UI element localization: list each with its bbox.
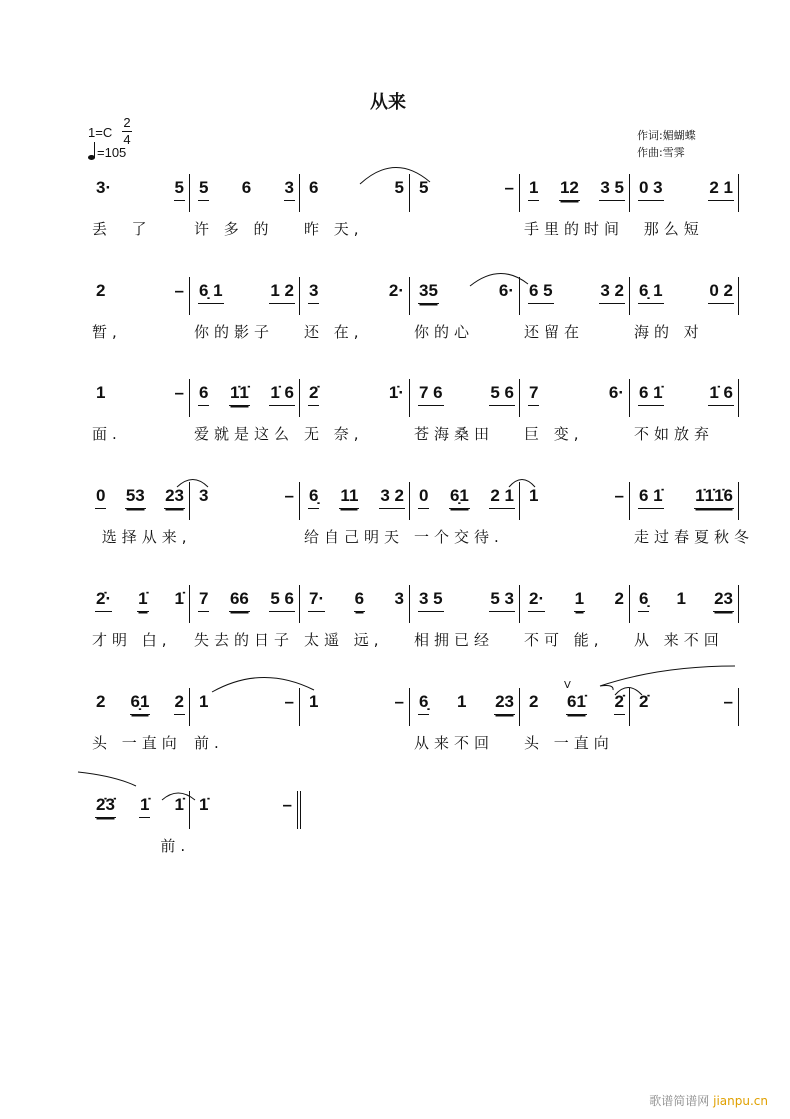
watermark-site: 歌谱简谱网	[649, 1094, 710, 1108]
note: 3	[284, 178, 295, 201]
note: 2	[614, 589, 624, 608]
note: 1	[96, 383, 106, 402]
note: 2·	[528, 589, 545, 612]
note: 0	[95, 486, 106, 509]
note: 6	[309, 178, 319, 197]
slur	[470, 273, 528, 286]
note: 6̣ 1	[198, 281, 224, 304]
slur	[212, 677, 314, 692]
note: 1	[309, 692, 319, 711]
note: –	[174, 281, 184, 300]
note: 3	[394, 589, 404, 608]
note: 1	[529, 486, 539, 505]
lyric: 丢 了	[92, 220, 152, 238]
time-signature-top: 2	[123, 115, 131, 130]
lyric: 许 多 的	[194, 220, 274, 238]
note: 2̇	[614, 692, 625, 715]
note: 6̣1	[130, 692, 151, 715]
note: 3·	[96, 178, 112, 197]
note: 3 5	[599, 178, 625, 201]
note: 6̣	[418, 692, 429, 715]
lyric: 相拥已经	[414, 631, 495, 649]
note: 5 3	[489, 589, 515, 612]
note: 3 5	[418, 589, 444, 612]
note: 6̣1	[449, 486, 470, 509]
slur	[509, 480, 535, 488]
lyric: 给自己明天	[304, 528, 405, 546]
note: 1̇1̇1̇6	[694, 486, 734, 509]
lyric: 爱就是这么	[194, 425, 295, 443]
slur	[78, 772, 136, 786]
lyric: 你的影子	[194, 323, 275, 341]
lyric: 才明 白,	[92, 631, 172, 649]
lyric: 暂,	[92, 323, 122, 341]
composer-credit: 作曲:雪霁	[637, 146, 685, 159]
note: 6 1̇	[638, 383, 664, 406]
note: 23	[713, 589, 734, 612]
note: 7	[198, 589, 209, 612]
watermark	[649, 1092, 768, 1109]
note: 61̇	[566, 692, 587, 715]
note: 3 2	[599, 281, 625, 304]
slur	[162, 793, 195, 800]
note: 2̇·	[95, 589, 112, 612]
note: 2	[529, 692, 539, 711]
lyric: 面.	[92, 425, 122, 443]
note: 1	[199, 692, 209, 711]
note: 2 1	[708, 178, 734, 201]
note: 6	[198, 383, 209, 406]
note: 3	[308, 281, 319, 304]
note: 0 3	[638, 178, 664, 201]
slur	[177, 480, 208, 488]
note: 1̇	[137, 589, 148, 612]
note: 1̇·	[388, 383, 404, 402]
note: –	[284, 486, 294, 505]
note: 7	[528, 383, 539, 406]
note: 23	[164, 486, 185, 509]
breath-mark: V	[564, 680, 571, 691]
note: 0 2	[708, 281, 734, 304]
lyric: 你的心	[414, 323, 475, 341]
lyric: 手里的时间	[524, 220, 625, 238]
note: –	[394, 692, 404, 711]
lyric: 一个交待.	[414, 528, 504, 546]
time-signature-bottom: 4	[123, 132, 131, 147]
key-signature: 1=C	[88, 125, 113, 140]
note: 2̇	[308, 383, 319, 406]
slur	[360, 167, 430, 184]
lyric: 巨 变,	[524, 425, 584, 443]
note: 2	[96, 281, 106, 300]
lyric: 苍海桑田	[414, 425, 495, 443]
note: 2·	[388, 281, 404, 300]
note: 5 6	[489, 383, 515, 406]
note: 6·	[608, 383, 624, 402]
lyric: 从来不回	[414, 734, 495, 752]
note: 1	[528, 178, 539, 201]
note: 53	[125, 486, 146, 509]
lyric: 不如放弃	[634, 425, 715, 443]
lyric: 无 奈,	[304, 425, 364, 443]
note: –	[282, 795, 292, 814]
note: –	[723, 692, 733, 711]
lyric: 那么短	[634, 220, 704, 238]
lyric: 还留在	[524, 323, 585, 341]
lyric: 从 来不回	[634, 631, 724, 649]
slur	[615, 688, 642, 696]
note: 6̣	[638, 589, 649, 612]
note: 7·	[308, 589, 325, 612]
song-title: 从来	[370, 92, 406, 113]
note: 1̇ 6	[269, 383, 295, 406]
note: 5	[394, 178, 404, 197]
lyric: 海的 对	[634, 323, 704, 341]
note: 2̇3̇	[95, 795, 116, 818]
lyric: 选择从来,	[92, 528, 192, 546]
note: 6·	[498, 281, 514, 300]
note: 12	[559, 178, 580, 201]
lyric: 失去的日子	[194, 631, 295, 649]
note: 5	[419, 178, 429, 197]
note: 1̇	[174, 795, 184, 814]
note: 5	[174, 178, 185, 201]
note: 1̇ 6	[708, 383, 734, 406]
tempo-value: =105	[97, 145, 127, 160]
note: 6̣ 1	[638, 281, 664, 304]
note: 2	[96, 692, 106, 711]
note: –	[614, 486, 624, 505]
note: 1̇	[139, 795, 150, 818]
note: 5 6	[269, 589, 295, 612]
lyric: 太遥 远,	[304, 631, 384, 649]
note: 1	[574, 589, 585, 612]
lyric: 前.	[92, 837, 191, 855]
slur	[600, 666, 735, 690]
note: 6 5	[528, 281, 554, 304]
note: 2 1	[489, 486, 515, 509]
note: –	[284, 692, 294, 711]
note: 6	[241, 178, 252, 197]
note: 35	[418, 281, 439, 304]
note: –	[504, 178, 514, 197]
watermark-domain: jianpu.cn	[713, 1094, 768, 1108]
note: 66	[229, 589, 250, 612]
note: 6 1̇	[638, 486, 664, 509]
note: 5	[198, 178, 209, 201]
note: –	[174, 383, 184, 402]
lyric: 还 在,	[304, 323, 364, 341]
note: 6	[354, 589, 365, 612]
lyricist-credit: 作词:媚蝴蝶	[637, 129, 696, 142]
lyric: 前.	[194, 734, 224, 752]
lyric: 头 一直向	[92, 734, 182, 752]
lyric: 昨 天,	[304, 220, 364, 238]
note: 1 2	[269, 281, 295, 304]
note: 6̣	[308, 486, 319, 509]
note: 2̇	[639, 692, 649, 711]
note: 7 6	[418, 383, 444, 406]
note: 1̇1̇	[229, 383, 250, 406]
note: 23	[494, 692, 515, 715]
note: 3 2	[379, 486, 405, 509]
note: 1̇	[199, 795, 209, 814]
lyric: 不可 能,	[524, 631, 604, 649]
note: 3	[199, 486, 209, 505]
lyric: 走过春夏秋冬	[634, 528, 755, 546]
note: 2	[174, 692, 185, 715]
note: 1	[457, 692, 467, 711]
note: 11	[339, 486, 359, 509]
note: 1̇	[174, 589, 184, 608]
note: 0	[418, 486, 429, 509]
lyric: 头 一直向	[524, 734, 614, 752]
note: 1	[676, 589, 686, 608]
